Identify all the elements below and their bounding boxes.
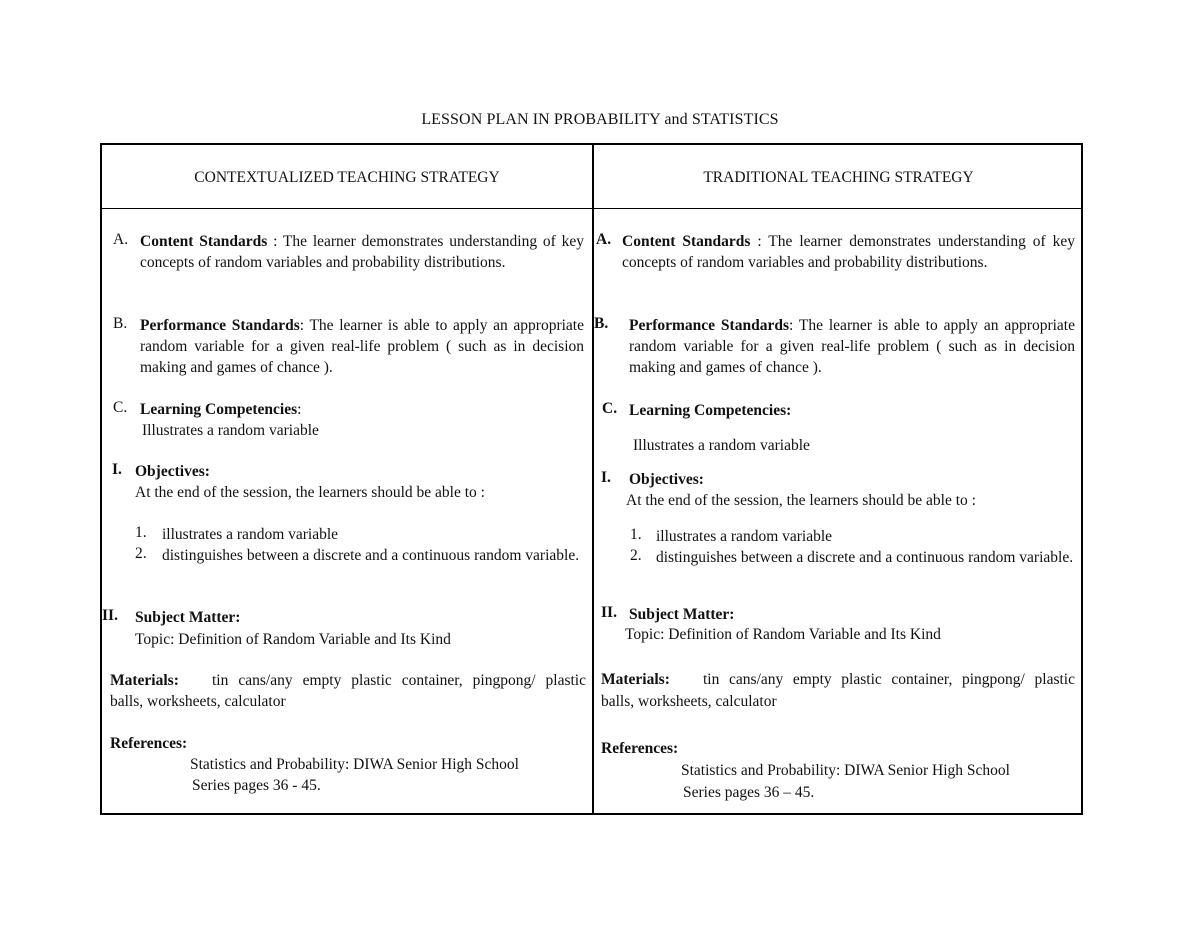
right-obj2-text: distinguishes between a discrete and a continuous random variable. xyxy=(656,549,1074,566)
right-content-standards-text: : The learner demonstrates understanding of key concepts of random variables and probability distributions. xyxy=(622,233,1075,271)
left-materials-label: Materials: xyxy=(110,672,179,689)
left-competency-text: Illustrates a random variable xyxy=(142,422,319,439)
left-topic: Topic: Definition of Random Variable and Its Kind xyxy=(135,631,451,648)
right-obj2-number: 2. xyxy=(630,547,642,564)
left-performance-standards-title: Performance Standards xyxy=(140,317,300,334)
left-learning-competencies-title: Learning Competencies xyxy=(140,401,298,418)
right-i-marker: I. xyxy=(601,469,611,486)
document-title: LESSON PLAN IN PROBABILITY and STATISTICS xyxy=(421,111,779,128)
right-references-label: References: xyxy=(601,740,679,757)
lesson-plan-table xyxy=(100,143,1083,815)
left-obj2-text: distinguishes between a discrete and a continuous random variable. xyxy=(162,547,580,564)
right-topic: Topic: Definition of Random Variable and Its Kind xyxy=(625,626,941,643)
right-performance-standards-title: Performance Standards xyxy=(629,317,789,334)
left-b-marker: B. xyxy=(113,315,128,332)
right-a-marker: A. xyxy=(596,231,612,248)
left-objectives-title: Objectives: xyxy=(135,463,210,480)
header-divider xyxy=(102,208,1081,209)
right-ref-line1: Statistics and Probability: DIWA Senior High School xyxy=(681,762,1010,779)
left-obj1-text: illustrates a random variable xyxy=(162,526,339,543)
left-subject-matter-title: Subject Matter: xyxy=(135,609,241,626)
left-obj2-number: 2. xyxy=(135,545,147,562)
left-content-standards-title: Content Standards xyxy=(140,233,268,250)
right-objectives-intro: At the end of the session, the learners should be able to : xyxy=(626,492,976,509)
left-performance-standards-text: : The learner is able to apply an appropriate random variable for a given real-life problem ( such as in decision making and games of chance ). xyxy=(140,317,584,376)
header-traditional: TRADITIONAL TEACHING STRATEGY xyxy=(703,169,974,186)
left-references-label: References: xyxy=(110,735,188,752)
left-obj1-number: 1. xyxy=(135,524,147,541)
right-content-standards-title: Content Standards xyxy=(622,233,751,250)
right-subject-matter-title: Subject Matter: xyxy=(629,606,735,623)
right-ref-line2: Series pages 36 – 45. xyxy=(683,784,815,801)
right-obj1-text: illustrates a random variable xyxy=(656,528,833,545)
left-content-standards xyxy=(140,231,584,273)
left-performance-standards xyxy=(140,315,584,378)
left-a-marker: A. xyxy=(113,231,129,248)
left-objectives-intro: At the end of the session, the learners should be able to : xyxy=(135,484,485,501)
left-ref-line1: Statistics and Probability: DIWA Senior High School xyxy=(190,756,519,773)
left-materials-text-wrap xyxy=(110,670,586,712)
header-contextualized: CONTEXTUALIZED TEACHING STRATEGY xyxy=(194,169,500,186)
column-divider xyxy=(592,145,594,813)
left-ref-line2: Series pages 36 - 45. xyxy=(192,777,321,794)
left-learning-competencies-colon: : xyxy=(297,401,302,418)
right-performance-standards xyxy=(629,315,1075,378)
right-content-standards xyxy=(622,231,1075,273)
right-ii-marker: II. xyxy=(601,604,617,621)
right-materials-text-wrap xyxy=(601,669,1075,713)
right-objectives-title: Objectives: xyxy=(629,471,704,488)
right-materials-label: Materials: xyxy=(601,671,670,688)
right-competency-text: Illustrates a random variable xyxy=(633,437,810,454)
left-content-standards-text: : The learner demonstrates understanding of key concepts of random variables and probability distributions. xyxy=(140,233,584,271)
right-performance-standards-text: : The learner is able to apply an appropriate random variable for a given real-life problem ( such as in decision making and games of chance ). xyxy=(629,317,1075,376)
right-obj1-number: 1. xyxy=(630,526,642,543)
right-materials-text: tin cans/any empty plastic container, pingpong/ plastic balls, worksheets, calculator xyxy=(601,671,1075,710)
right-c-marker: C. xyxy=(602,400,618,417)
left-learning-competencies xyxy=(140,399,301,420)
left-c-marker: C. xyxy=(113,399,128,416)
left-materials-text: tin cans/any empty plastic container, pingpong/ plastic balls, worksheets, calculator xyxy=(110,672,586,710)
left-ii-marker: II. xyxy=(102,607,118,624)
left-i-marker: I. xyxy=(112,461,122,478)
right-learning-competencies-title: Learning Competencies: xyxy=(629,402,792,419)
right-b-marker: B. xyxy=(594,315,609,332)
